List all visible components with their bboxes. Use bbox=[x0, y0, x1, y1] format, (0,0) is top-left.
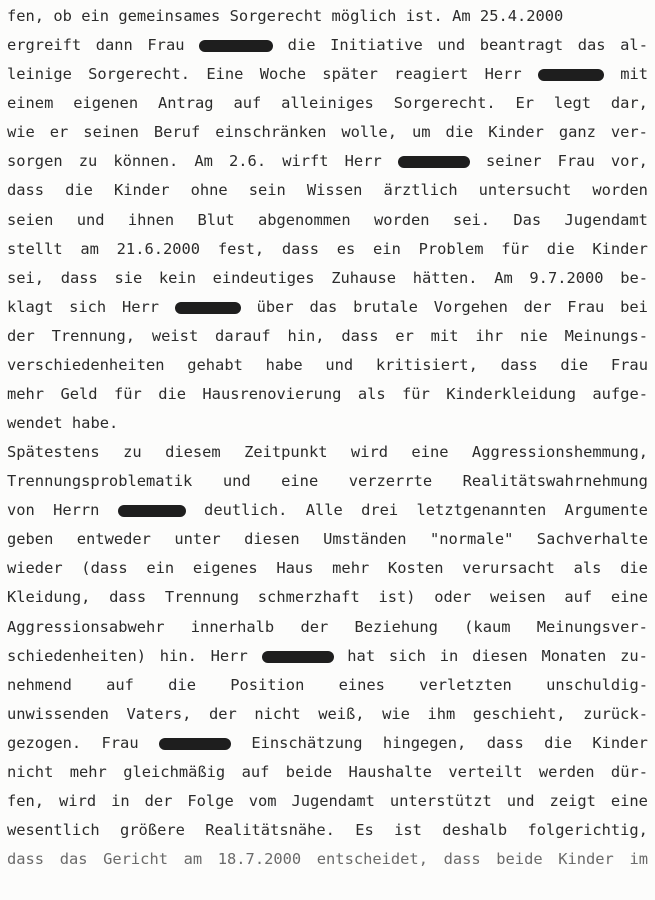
word: Monaten bbox=[541, 646, 607, 665]
word: seien bbox=[7, 210, 54, 229]
word: auf bbox=[233, 94, 262, 113]
word: dür- bbox=[610, 762, 648, 781]
text-line bbox=[7, 760, 648, 784]
word: Herr bbox=[210, 646, 248, 665]
word: Gericht bbox=[103, 850, 168, 868]
text-line bbox=[7, 324, 648, 348]
word: dass bbox=[281, 239, 319, 258]
word: wieder bbox=[7, 559, 63, 578]
word: deshalb bbox=[442, 821, 508, 839]
word: Kinderkleidung bbox=[446, 384, 576, 403]
text-line bbox=[7, 789, 648, 813]
word: verletzten bbox=[419, 675, 512, 694]
word: gezogen. bbox=[7, 733, 82, 752]
word: Sorgerecht. bbox=[88, 65, 191, 84]
word: (kaum bbox=[464, 617, 511, 636]
word: beantragt bbox=[479, 36, 564, 55]
word: der bbox=[300, 617, 329, 636]
word: unwissenden bbox=[7, 704, 109, 723]
word: eine bbox=[411, 443, 449, 462]
word: Folge bbox=[187, 791, 234, 810]
word: Frau bbox=[610, 355, 648, 374]
word: die bbox=[65, 181, 93, 200]
word: schmerzhaft bbox=[257, 588, 360, 607]
word: mit bbox=[620, 65, 648, 84]
word: einem bbox=[7, 94, 54, 113]
word: Frau bbox=[557, 152, 595, 171]
word: dann bbox=[95, 36, 133, 55]
word: Er bbox=[515, 94, 535, 113]
word: diesen bbox=[472, 646, 528, 665]
text-line bbox=[7, 615, 648, 639]
word: Kosten bbox=[387, 559, 444, 578]
word: eine bbox=[610, 588, 648, 607]
word: ihm bbox=[427, 704, 456, 723]
text-line bbox=[7, 266, 648, 290]
word: und bbox=[325, 355, 354, 374]
word: entscheidet, bbox=[316, 850, 428, 868]
redacted-name bbox=[159, 738, 231, 750]
word: und bbox=[222, 472, 251, 491]
text-line bbox=[7, 818, 648, 842]
word: später bbox=[322, 65, 378, 84]
word: fest, bbox=[217, 239, 265, 258]
redacted-name bbox=[262, 651, 334, 663]
word: nehmend bbox=[7, 675, 72, 694]
word: dar, bbox=[610, 94, 648, 113]
word: auf bbox=[106, 675, 134, 694]
word: nicht bbox=[7, 762, 54, 781]
word: Haus bbox=[276, 559, 314, 578]
word: worden bbox=[592, 181, 648, 200]
word: Vorgehen bbox=[433, 297, 508, 316]
word: Geld bbox=[60, 384, 98, 403]
word: für bbox=[501, 239, 530, 258]
word: am bbox=[183, 850, 203, 868]
word: geschieht, bbox=[472, 704, 566, 723]
word: und bbox=[506, 791, 535, 810]
word: sich bbox=[69, 297, 107, 316]
word: gemeinsames bbox=[118, 7, 221, 25]
word: von bbox=[7, 501, 35, 520]
word: eine bbox=[610, 791, 648, 810]
word: sorgen bbox=[7, 152, 63, 171]
word: nie bbox=[519, 326, 548, 345]
word: 25.4.2000 bbox=[479, 7, 564, 25]
word: eigenes bbox=[192, 559, 258, 578]
word: das bbox=[577, 36, 606, 55]
word: Herr bbox=[121, 297, 160, 316]
word: Sorgerecht. bbox=[393, 94, 496, 113]
word: weisen bbox=[490, 588, 546, 607]
word: ihr bbox=[475, 326, 504, 345]
word: am bbox=[80, 239, 99, 258]
word: darauf bbox=[215, 326, 271, 345]
word: er bbox=[49, 123, 69, 142]
word: Aggressionsabwehr bbox=[7, 617, 165, 636]
word: wendet bbox=[7, 414, 63, 432]
word: Problem bbox=[418, 239, 484, 258]
text-line bbox=[7, 120, 648, 144]
word: Wissen bbox=[306, 181, 363, 200]
word: innerhalb bbox=[190, 617, 275, 636]
word: letztgenannten bbox=[416, 501, 547, 520]
word: Sorgerecht bbox=[229, 7, 323, 25]
word: Trennung bbox=[164, 588, 240, 607]
word: Initiative bbox=[330, 36, 423, 55]
text-line bbox=[7, 4, 648, 28]
word: geben bbox=[7, 530, 54, 549]
word: er bbox=[395, 326, 414, 345]
text-line bbox=[7, 295, 648, 319]
word: Frau bbox=[567, 297, 605, 316]
word: sich bbox=[388, 646, 426, 665]
text-line bbox=[7, 469, 648, 493]
word: wird bbox=[59, 791, 97, 810]
word: Beziehung bbox=[354, 617, 438, 636]
word: dass bbox=[443, 850, 481, 868]
word: seinen bbox=[83, 123, 139, 142]
word: Frau bbox=[147, 36, 185, 55]
word: gehabt bbox=[187, 355, 243, 374]
word: Am bbox=[452, 7, 471, 25]
word: kein bbox=[158, 268, 196, 287]
word: die bbox=[445, 123, 474, 142]
word: und bbox=[437, 36, 466, 55]
word: ihnen bbox=[127, 210, 175, 229]
word: sei, bbox=[7, 268, 45, 287]
word: hätten. bbox=[412, 268, 478, 287]
text-line bbox=[7, 585, 648, 609]
word: um bbox=[411, 123, 431, 142]
word: habe bbox=[265, 355, 303, 374]
word: über bbox=[256, 297, 294, 316]
word: Aggressionshemmung, bbox=[471, 443, 648, 462]
word: stellt bbox=[7, 239, 63, 258]
word: Kinder bbox=[113, 181, 170, 200]
word: legt bbox=[553, 94, 591, 113]
word: größere bbox=[120, 821, 185, 839]
word: verschiedenheiten bbox=[7, 355, 165, 374]
word: 2.6. bbox=[229, 152, 267, 171]
word: Am bbox=[194, 152, 213, 171]
word: ohne bbox=[190, 181, 228, 200]
word: weist bbox=[151, 326, 199, 345]
word: fen, bbox=[7, 7, 45, 25]
word: Umständen bbox=[323, 530, 407, 549]
word: Realitätsnähe. bbox=[205, 821, 335, 839]
redacted-name bbox=[398, 156, 470, 168]
word: Am bbox=[494, 268, 513, 287]
word: abgenommen bbox=[257, 210, 351, 229]
text-line bbox=[7, 91, 648, 115]
word: die bbox=[158, 384, 186, 403]
word: Haushalte bbox=[348, 762, 432, 781]
word: diesem bbox=[165, 443, 221, 462]
redacted-name bbox=[175, 302, 241, 314]
word: Eine bbox=[206, 65, 244, 84]
word: Argumente bbox=[564, 501, 648, 520]
word: das bbox=[309, 297, 338, 316]
text-line bbox=[7, 149, 648, 173]
word: das bbox=[59, 850, 88, 868]
word: Kinder bbox=[592, 733, 648, 752]
word: (dass bbox=[81, 559, 128, 578]
word: Kinder bbox=[558, 850, 614, 868]
text-line bbox=[7, 673, 648, 697]
word: al- bbox=[620, 36, 648, 55]
text-line bbox=[7, 33, 648, 57]
word: verteilt bbox=[448, 762, 523, 781]
word: deutlich. bbox=[204, 501, 288, 520]
word: Alle bbox=[305, 501, 343, 520]
word: Trennung, bbox=[51, 326, 136, 345]
word: Meinungs- bbox=[564, 326, 648, 345]
word: Beruf bbox=[153, 123, 201, 142]
word: und bbox=[76, 210, 105, 229]
word: dass bbox=[109, 588, 147, 607]
word: die bbox=[560, 355, 589, 374]
word: auf bbox=[564, 588, 593, 607]
word: aufge- bbox=[592, 384, 648, 403]
word: brutale bbox=[353, 297, 418, 316]
word: bei bbox=[620, 297, 648, 316]
word: dass bbox=[7, 850, 45, 868]
word: Hausrenovierung bbox=[202, 384, 342, 403]
word: die bbox=[546, 239, 575, 258]
word: Meinungsver- bbox=[536, 617, 648, 636]
text-line bbox=[7, 644, 648, 668]
word: Herr bbox=[484, 65, 522, 84]
word: mehr bbox=[69, 762, 107, 781]
word: verursacht bbox=[462, 559, 555, 578]
text-line bbox=[7, 237, 648, 261]
word: untersucht bbox=[478, 181, 572, 200]
word: 9.7.2000 bbox=[529, 268, 604, 287]
word: Kleidung, bbox=[7, 588, 91, 607]
word: dass bbox=[486, 733, 524, 752]
word: sie bbox=[114, 268, 143, 287]
word: be- bbox=[620, 268, 648, 287]
word: werden bbox=[538, 762, 595, 781]
word: mehr bbox=[332, 559, 370, 578]
word: folgerichtig, bbox=[527, 821, 648, 839]
word: Position bbox=[230, 675, 305, 694]
word: Vaters, bbox=[126, 704, 192, 723]
word: zu- bbox=[620, 646, 648, 665]
word: entweder bbox=[76, 530, 151, 549]
word: gleichmäßig bbox=[123, 762, 226, 781]
word: zeigt bbox=[549, 791, 596, 810]
word: ist bbox=[394, 821, 422, 839]
word: nicht bbox=[254, 704, 301, 723]
word: es bbox=[336, 239, 356, 258]
word: oder bbox=[434, 588, 472, 607]
word: für bbox=[113, 384, 142, 403]
word: diesen bbox=[244, 530, 300, 549]
word: klagt bbox=[7, 297, 54, 316]
text-line bbox=[7, 440, 648, 464]
word: mit bbox=[430, 326, 459, 345]
word: Realitätswahrnehmung bbox=[462, 472, 648, 491]
word: hin. bbox=[159, 646, 197, 665]
word: worden bbox=[373, 210, 430, 229]
word: in bbox=[111, 791, 130, 810]
word: hin, bbox=[287, 326, 325, 345]
word: in bbox=[439, 646, 459, 665]
word: wie bbox=[7, 123, 35, 142]
text-line bbox=[7, 62, 648, 86]
word: ganz bbox=[558, 123, 596, 142]
word: dass bbox=[500, 355, 538, 374]
word: wolle, bbox=[341, 123, 397, 142]
word: leinige bbox=[7, 65, 72, 84]
word: die bbox=[168, 675, 196, 694]
word: mehr bbox=[7, 384, 45, 403]
word: ein bbox=[81, 7, 110, 25]
text-line bbox=[7, 731, 648, 755]
word: Blut bbox=[197, 210, 235, 229]
word: Sachverhalte bbox=[536, 530, 648, 549]
word: ein bbox=[146, 559, 175, 578]
word: Zeitpunkt bbox=[244, 443, 328, 462]
word: im bbox=[629, 850, 648, 868]
word: 21.6.2000 bbox=[116, 239, 201, 258]
word: hingegen, bbox=[382, 733, 467, 752]
word: eigenen bbox=[73, 94, 139, 113]
word: kritisiert, bbox=[375, 355, 478, 374]
text-line bbox=[7, 527, 648, 551]
word: Einschätzung bbox=[251, 733, 363, 752]
word: Zuhause bbox=[331, 268, 397, 287]
word: Kinder bbox=[488, 123, 544, 142]
word: die bbox=[544, 733, 572, 752]
text-line bbox=[7, 498, 648, 522]
word: ist. bbox=[405, 7, 443, 25]
word: ein bbox=[373, 239, 401, 258]
word: zu bbox=[78, 152, 98, 171]
word: Das bbox=[513, 210, 542, 229]
word: wirft bbox=[282, 152, 329, 171]
word: eindeutiges bbox=[212, 268, 315, 287]
word: für bbox=[402, 384, 430, 403]
word: unschuldig- bbox=[546, 675, 648, 694]
word: ärztlich bbox=[383, 181, 458, 200]
word: zu bbox=[123, 443, 142, 462]
word: Herrn bbox=[53, 501, 100, 520]
word: Antrag bbox=[157, 94, 214, 113]
word: ergreift bbox=[7, 36, 82, 55]
word: eines bbox=[338, 675, 385, 694]
word: fen, bbox=[7, 791, 45, 810]
word: der bbox=[144, 791, 173, 810]
redacted-name bbox=[118, 505, 186, 517]
text-line bbox=[7, 702, 648, 726]
word: alleiniges bbox=[281, 94, 374, 113]
word: die bbox=[287, 36, 316, 55]
redacted-name bbox=[199, 40, 273, 52]
word: dass bbox=[60, 268, 98, 287]
text-line bbox=[7, 411, 648, 435]
word: die bbox=[620, 559, 648, 578]
word: eine bbox=[281, 472, 319, 491]
word: der bbox=[7, 326, 35, 345]
word: sei. bbox=[452, 210, 490, 229]
redacted-name bbox=[538, 69, 604, 81]
word: auf bbox=[241, 762, 270, 781]
text-line bbox=[7, 382, 648, 406]
word: wird bbox=[350, 443, 388, 462]
word: hat bbox=[347, 646, 376, 665]
word: sein bbox=[248, 181, 286, 200]
word: als bbox=[357, 384, 386, 403]
word: vor, bbox=[610, 152, 648, 171]
word: ob bbox=[53, 7, 72, 25]
word: der bbox=[523, 297, 552, 316]
word: drei bbox=[361, 501, 399, 520]
text-line bbox=[7, 847, 648, 871]
word: möglich bbox=[331, 7, 397, 25]
word: unterstützt bbox=[389, 791, 492, 810]
word: einschränken bbox=[215, 123, 327, 142]
word: Trennungsproblematik bbox=[7, 472, 193, 491]
word: vom bbox=[248, 791, 277, 810]
word: wesentlich bbox=[7, 821, 100, 839]
word: Kinder bbox=[592, 239, 648, 258]
word: weiß, bbox=[318, 704, 365, 723]
word: dass bbox=[341, 326, 379, 345]
text-line bbox=[7, 353, 648, 377]
word: Jugendamt bbox=[564, 210, 648, 229]
word: Es bbox=[355, 821, 374, 839]
text-line bbox=[7, 208, 648, 232]
word: ist) bbox=[378, 588, 416, 607]
word: der bbox=[208, 704, 237, 723]
text-line bbox=[7, 178, 648, 202]
word: Spätestens bbox=[7, 443, 100, 462]
word: unter bbox=[174, 530, 221, 549]
word: 18.7.2000 bbox=[217, 850, 302, 868]
word: seiner bbox=[485, 152, 542, 171]
text-line bbox=[7, 556, 648, 580]
word: Herr bbox=[344, 152, 382, 171]
word: habe. bbox=[71, 414, 119, 432]
word: "normale" bbox=[429, 530, 514, 549]
word: reagiert bbox=[394, 65, 469, 84]
word: als bbox=[573, 559, 602, 578]
word: dass bbox=[7, 181, 45, 200]
word: Jugendamt bbox=[291, 791, 375, 810]
word: verzerrte bbox=[348, 472, 433, 491]
word: Frau bbox=[101, 733, 139, 752]
word: Woche bbox=[259, 65, 307, 84]
word: schiedenheiten) bbox=[7, 646, 146, 665]
word: zurück- bbox=[583, 704, 648, 723]
word: ver- bbox=[610, 123, 648, 142]
word: beide bbox=[496, 850, 543, 868]
word: können. bbox=[113, 152, 179, 171]
word: wie bbox=[382, 704, 410, 723]
word: beide bbox=[285, 762, 333, 781]
